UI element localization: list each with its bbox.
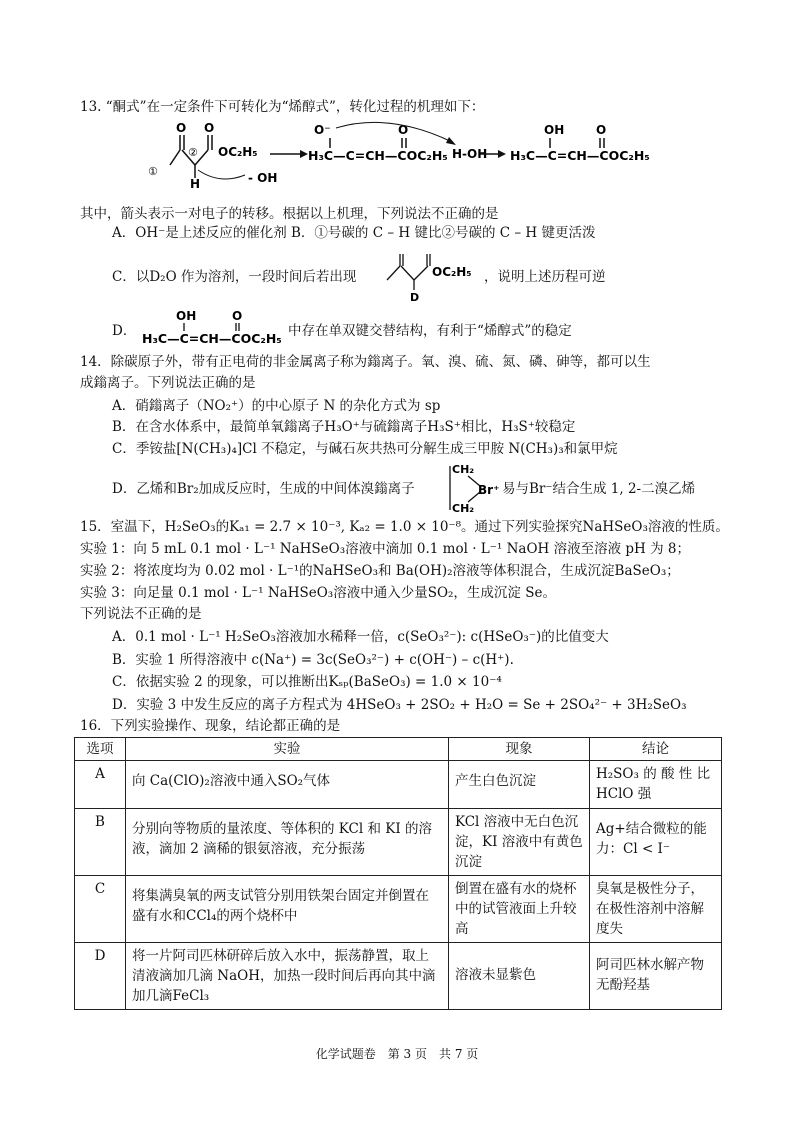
q14-option-b: B．在含水体系中，最简单氧鎓离子H₃O⁺与硫鎓离子H₃S⁺相比，H₃S⁺较稳定 <box>112 419 576 435</box>
q13-d-o: O <box>232 309 243 323</box>
q13-c-ococ2h5: OC₂H₅ <box>432 265 472 279</box>
q13-option-d-structure <box>140 308 290 346</box>
q13-option-d-pre: D． <box>112 323 137 339</box>
q13-note: 其中，箭头表示一对电子的转移。根据以上机理，下列说法不正确的是 <box>80 206 499 222</box>
row-a-experiment: 向 Ca(ClO)₂溶液中通入SO₂气体 <box>126 761 449 809</box>
q15-option-b: B．实验 1 所得溶液中 c(Na⁺) = 3c(SeO₃²⁻) + c(OH⁻) – c(H⁺). <box>112 652 514 668</box>
q13-oh-minus: - OH <box>248 171 278 185</box>
q13-d-formula: H₃C—C=CH—COC₂H₅ <box>142 331 282 346</box>
q15-option-d: D．实验 3 中发生反应的离子方程式为 4HSeO₃ + 2SO₂ + H₂O = Se + 2SO₄²⁻ + 3H₂SeO₃ <box>112 697 687 713</box>
q13-o-label: O <box>176 121 187 135</box>
q15-option-a: A．0.1 mol · L⁻¹ H₂SeO₃溶液加水稀释一倍，c(SeO₃²⁻): c(HSeO₃⁻)的比值变大 <box>112 629 609 645</box>
header-experiment: 实验 <box>126 738 449 761</box>
row-b-experiment: 分别向等物质的量浓度、等体积的 KCl 和 KI 的溶液，滴加 2 滴稀的银氨溶液，充分振荡 <box>126 809 449 876</box>
q14-stem-line2: 成鎓离子。下列说法正确的是 <box>80 375 256 391</box>
q13-d-oh: OH <box>176 309 197 323</box>
q15-exp1: 实验 1：向 5 mL 0.1 mol · L⁻¹ NaHSeO₃溶液中滴加 0.1 mol · L⁻¹ NaOH 溶液至溶液 pH 为 8； <box>80 541 690 557</box>
q14-option-c: C．季铵盐[N(CH₃)₄]Cl 不稳定，与碱石灰共热可分解生成三甲胺 N(CH₃)₃和氯甲烷 <box>112 441 618 457</box>
q13-option-c-post: ，说明上述历程可逆 <box>484 269 606 285</box>
q14-ch2-bottom: CH₂ <box>452 502 475 514</box>
q15-stem: 15．室温下，H₂SeO₃的Kₐ₁ = 2.7 × 10⁻³, Kₐ₂ = 1.0 × 10⁻⁸。通过下列实验探究NaHSeO₃溶液的性质。 <box>80 519 729 535</box>
q13-option-a-b: A．OH⁻是上述反应的催化剂 B．①号碳的 C – H 键比②号碳的 C – H 键更活泼 <box>112 225 596 241</box>
row-a-conclusion: H₂SO₃ 的 酸 性 比 HClO 强 <box>590 761 722 809</box>
q14-option-d-pre: D．乙烯和Br₂加成反应时，生成的中间体溴鎓离子 <box>112 481 415 497</box>
table-row <box>75 809 722 876</box>
header-phenomenon: 现象 <box>449 738 590 761</box>
row-b-option: B <box>75 809 126 876</box>
row-c-experiment: 将集满臭氧的两支试管分别用铁架台固定并倒置在盛有水和CCl₄的两个烧杯中 <box>126 876 449 943</box>
q13-circle2: ② <box>188 146 198 159</box>
table-row <box>75 943 722 1010</box>
q13-mechanism-diagram <box>140 120 660 190</box>
q16-stem: 16．下列实验操作、现象，结论都正确的是 <box>80 718 341 734</box>
page-footer: 化学试题卷 第 3 页 共 7 页 <box>315 1047 479 1061</box>
q13-h-oh: H-OH <box>452 147 488 161</box>
header-option: 选项 <box>75 738 126 761</box>
q14-stem-line1: 14．除碳原子外，带有正电荷的非金属离子称为鎓离子。氧、溴、硫、氮、磷、砷等，都可以生 <box>80 354 651 370</box>
q13-o2-label: O <box>204 121 215 135</box>
table-header-row <box>75 738 722 761</box>
q15-option-c: C．依据实验 2 的现象，可以推断出Kₛₚ(BaSeO₃) = 1.0 × 10⁻⁴ <box>112 674 502 690</box>
header-conclusion: 结论 <box>590 738 722 761</box>
row-b-conclusion: Ag+结合微粒的能力：Cl < I⁻ <box>590 809 722 876</box>
q16-experiment-table <box>74 737 722 1010</box>
q13-o4-label: O <box>596 123 607 137</box>
row-d-phenomenon: 溶液未显紫色 <box>449 943 590 1010</box>
q13-ococ2h5: OC₂H₅ <box>218 145 258 159</box>
q13-o-minus: O⁻ <box>314 123 331 137</box>
row-d-experiment: 将一片阿司匹林研碎后放入水中，振荡静置，取上清液滴加几滴 NaOH，加热一段时间后再向其中滴加几滴FeCl₃ <box>126 943 449 1010</box>
row-c-phenomenon: 倒置在盛有水的烧杯中的试管液面上升较高 <box>449 876 590 943</box>
q15-ask: 下列说法不正确的是 <box>80 606 202 622</box>
q13-option-c-pre: C．以D₂O 作为溶剂，一段时间后若出现 <box>112 269 357 285</box>
table-row <box>75 876 722 943</box>
q13-stem: 13. “酮式”在一定条件下可转化为“烯醇式”，转化过程的机理如下： <box>80 99 485 115</box>
q15-exp3: 实验 3：向足量 0.1 mol · L⁻¹ NaHSeO₃溶液中通入少量SO₂，生成沉淀 Se。 <box>80 585 556 601</box>
q14-ch2-top: CH₂ <box>452 463 475 476</box>
q13-enol: H₃C—C=CH—COC₂H₅ <box>510 148 650 163</box>
q13-oh-label: OH <box>544 123 565 137</box>
row-c-conclusion: 臭氧是极性分子，在极性溶剂中溶解度失 <box>590 876 722 943</box>
q14-br: Br⁺ <box>478 483 500 497</box>
row-a-phenomenon: 产生白色沉淀 <box>449 761 590 809</box>
row-d-option: D <box>75 943 126 1010</box>
q13-o3-label: O <box>398 123 409 137</box>
q13-h-label: H <box>190 177 201 190</box>
row-a-option: A <box>75 761 126 809</box>
q13-enolate: H₃C—C=CH—COC₂H₅ <box>308 148 448 163</box>
q13-option-c-structure <box>382 248 482 302</box>
table-row <box>75 761 722 809</box>
q13-c-d-label: D <box>410 291 420 302</box>
row-c-option: C <box>75 876 126 943</box>
q13-circle1: ① <box>148 165 158 178</box>
q14-bromonium-structure <box>446 462 504 514</box>
q14-option-d-post: 易与Br⁻结合生成 1, 2-二溴乙烯 <box>502 481 696 497</box>
row-d-conclusion: 阿司匹林水解产物无酚羟基 <box>590 943 722 1010</box>
q13-option-d-post: 中存在单双键交替结构，有利于“烯醇式”的稳定 <box>288 323 572 339</box>
row-b-phenomenon: KCl 溶液中无白色沉淀，KI 溶液中有黄色沉淀 <box>449 809 590 876</box>
q14-option-a: A．硝鎓离子（NO₂⁺）的中心原子 N 的杂化方式为 sp <box>112 398 441 414</box>
q15-exp2: 实验 2：将浓度均为 0.02 mol · L⁻¹的NaHSeO₃和 Ba(OH)₂溶液等体积混合，生成沉淀BaSeO₃； <box>80 563 680 579</box>
